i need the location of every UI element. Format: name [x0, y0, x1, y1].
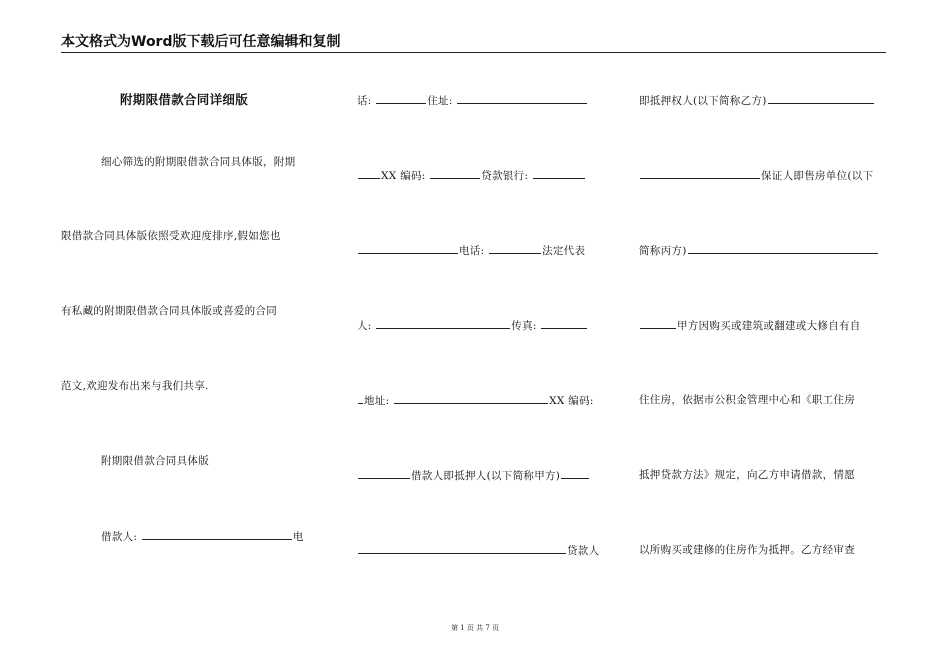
fax-blank [541, 317, 587, 329]
column-left [61, 0, 331, 620]
mortgagee-label: 即抵押权人(以下简称乙方) [639, 95, 767, 107]
address-blank [457, 92, 587, 104]
borrower-tail: 电 [292, 531, 304, 543]
right-line-3 [639, 242, 909, 258]
contract-subtitle: 附期限借款合同具体版 [101, 455, 209, 467]
mid-line-2 [357, 167, 627, 183]
leading-blank [640, 317, 676, 329]
right-line-4 [639, 317, 909, 333]
legal-rep-label: 法定代表 [542, 245, 586, 257]
clause-text-1: 甲方因购买或建筑或翻建或大修自有自 [677, 320, 861, 332]
right-line-5: 住住房，依据市公积金管理中心和《职工住房 [639, 394, 855, 406]
trailing-blank [561, 467, 589, 479]
borrower-label: 借款人: [101, 531, 138, 543]
borrower-mortgagor-label: 借款人即抵押人(以下简称甲方) [411, 470, 561, 482]
document-header: 本文格式为Word版下载后可任意编辑和复制 [61, 34, 341, 50]
leading-blank [358, 392, 363, 404]
mid-line-6 [357, 467, 627, 483]
lender-label: 贷款人 [567, 545, 600, 557]
guarantor-label: 保证人即售房单位(以下 [761, 170, 874, 182]
bank-address-blank [394, 392, 548, 404]
phone-label-end: 话: [357, 95, 372, 107]
intro-line-3: 有私藏的附期限借款合同具体版或喜爱的合同 [61, 305, 277, 317]
leading-blank [358, 167, 380, 179]
fax-label: 传真: [511, 320, 537, 332]
phone-blank [376, 92, 426, 104]
legal-rep-blank [376, 317, 510, 329]
leading-blank [640, 167, 760, 179]
bank-phone-blank [489, 242, 541, 254]
mid-line-5 [357, 392, 627, 408]
borrower-blank [142, 528, 292, 540]
mid-line-1 [357, 92, 627, 108]
guarantor-blank [688, 242, 878, 254]
bank-phone-label: 电话: [459, 245, 485, 257]
address-label: 住址: [427, 95, 453, 107]
lender-bank-label: 贷款银行: [481, 170, 529, 182]
legal-rep-label-end: 人: [357, 320, 372, 332]
mid-line-3 [357, 242, 627, 258]
borrower-line [101, 528, 331, 544]
page-number: 第 1 页 共 7 页 [450, 624, 500, 632]
mid-line-7 [357, 542, 627, 558]
intro-line-2: 限借款合同具体版依照受欢迎度排序,假如您也 [61, 230, 281, 242]
leading-blank [358, 467, 410, 479]
lender-bank-blank [533, 167, 585, 179]
column-right [639, 0, 909, 620]
mortgagee-blank [768, 92, 874, 104]
right-line-1 [639, 92, 909, 108]
intro-line-1: 细心筛选的附期限借款合同具体版，附期 [101, 156, 296, 168]
right-line-7: 以所购买或建修的住房作为抵押。乙方经审查 [639, 544, 855, 556]
right-line-6: 抵押贷款方法》规定，向乙方申请借款，情愿 [639, 469, 855, 481]
intro-line-4: 范文,欢迎发布出来与我们共享. [61, 380, 209, 392]
bank-address-label: 地址: [364, 395, 390, 407]
document-title: 附期限借款合同详细版 [120, 92, 249, 107]
right-line-2 [639, 167, 909, 183]
postcode-blank [430, 167, 480, 179]
mid-line-4 [357, 317, 627, 333]
column-middle [357, 0, 627, 620]
bank-name-blank [358, 242, 458, 254]
guarantor-label-end: 简称丙方) [639, 245, 687, 257]
leading-blank [358, 542, 566, 554]
bank-postcode-label: XX 编码: [549, 395, 594, 407]
postcode-label: XX 编码: [381, 170, 426, 182]
